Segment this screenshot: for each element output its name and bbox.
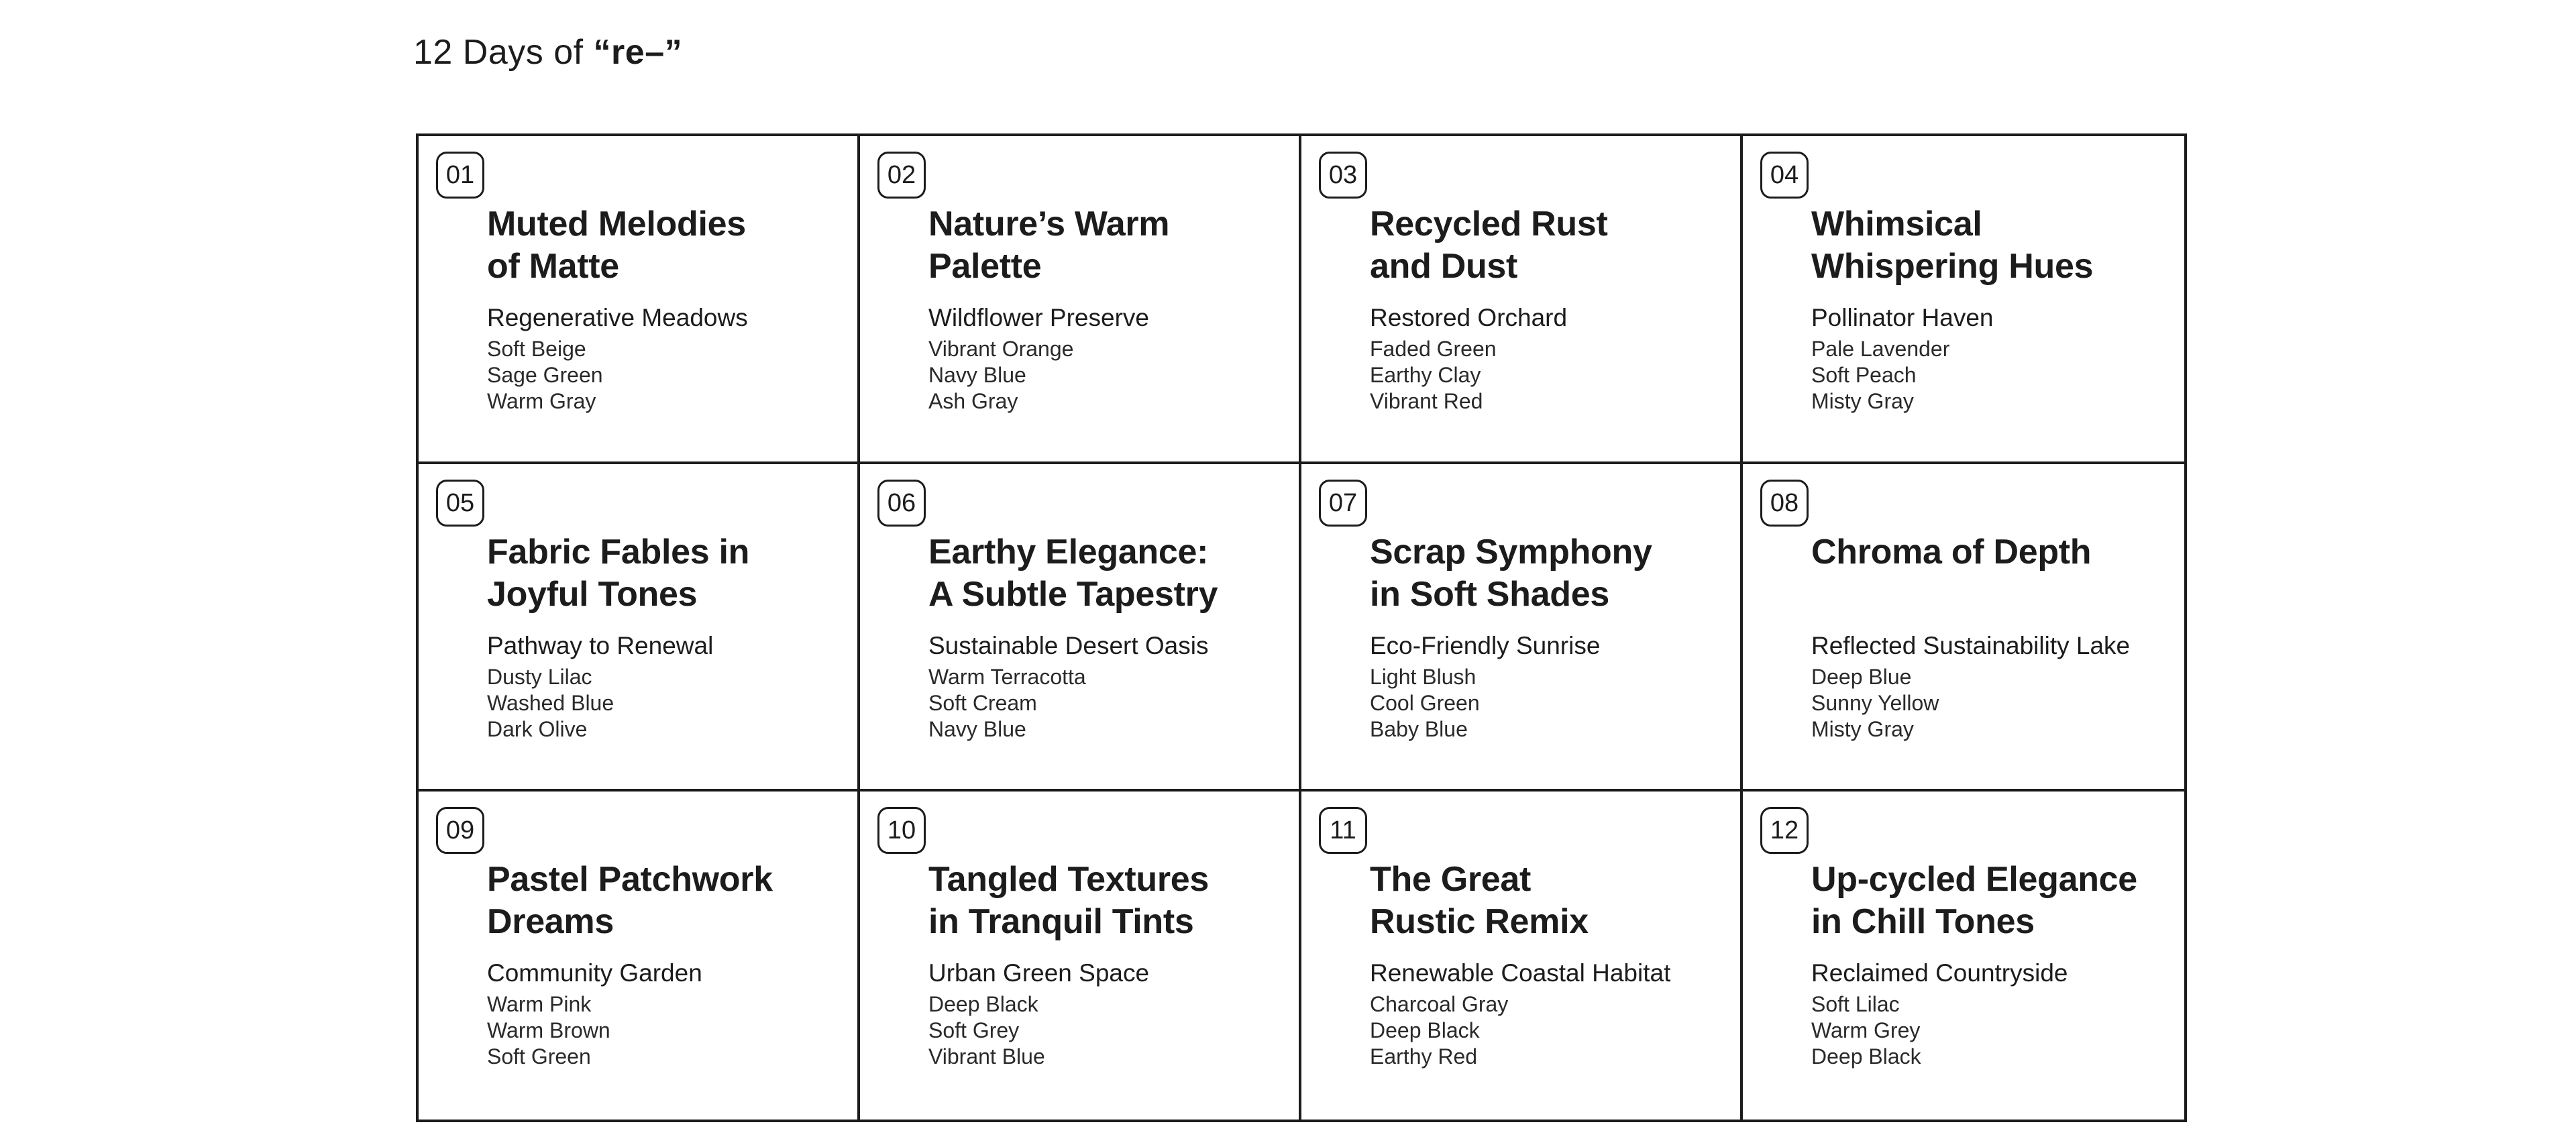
day-title [1811, 203, 2184, 288]
day-title [928, 531, 1301, 616]
page-title-emphasis: “re–” [593, 33, 683, 72]
day-title [487, 859, 860, 943]
day-card [419, 464, 860, 792]
color-list [1811, 664, 1939, 743]
day-title-line: The Great [1370, 860, 1532, 899]
day-title [487, 531, 860, 616]
day-card [1743, 136, 2184, 464]
color-name: Deep Black [1370, 1018, 1480, 1043]
day-card [1743, 792, 2184, 1120]
color-name: Charcoal Gray [1370, 992, 1509, 1017]
color-name: Sage Green [487, 363, 603, 387]
color-name: Cool Green [1370, 690, 1480, 715]
day-card [860, 464, 1301, 792]
day-title-line: Whimsical [1811, 205, 1982, 243]
day-title-line: Scrap Symphony [1370, 532, 1652, 571]
color-name: Navy Blue [928, 716, 1026, 741]
day-card [1743, 464, 2184, 792]
day-title-line: Dreams [487, 902, 614, 942]
day-grid [416, 133, 2187, 1122]
color-name: Dark Olive [487, 716, 588, 741]
day-title-line: and Dust [1370, 247, 1518, 286]
color-name: Soft Grey [928, 1018, 1020, 1043]
day-title-line: of Matte [487, 247, 619, 286]
color-name: Vibrant Blue [928, 1044, 1045, 1069]
day-card [860, 792, 1301, 1120]
day-title-line: Pastel Patchwork [487, 860, 773, 899]
day-title [928, 859, 1301, 943]
day-place: Sustainable Desert Oasis [928, 631, 1209, 659]
color-name: Misty Gray [1811, 389, 1914, 413]
color-list [928, 664, 1086, 743]
color-name: Warm Brown [487, 1018, 610, 1043]
day-title [487, 203, 860, 288]
day-number-badge: 03 [1319, 152, 1367, 199]
day-card [1301, 792, 1743, 1120]
day-card [419, 792, 860, 1120]
day-number-badge: 11 [1319, 807, 1367, 854]
color-name: Light Blush [1370, 664, 1477, 689]
color-list [928, 991, 1045, 1070]
day-title-line: Muted Melodies [487, 205, 746, 243]
color-name: Faded Green [1370, 337, 1497, 361]
day-number-badge: 09 [436, 807, 484, 854]
color-name: Dusty Lilac [487, 664, 592, 689]
day-title-line: Chroma of Depth [1811, 532, 2092, 571]
color-name: Soft Peach [1811, 363, 1917, 387]
color-name: Warm Terracotta [928, 664, 1086, 689]
color-name: Misty Gray [1811, 716, 1914, 741]
day-place: Wildflower Preserve [928, 304, 1149, 331]
color-name: Deep Blue [1811, 664, 1912, 689]
day-number-badge: 01 [436, 152, 484, 199]
day-place: Reflected Sustainability Lake [1811, 631, 2131, 659]
day-number-badge: 06 [877, 480, 926, 527]
day-card [1301, 464, 1743, 792]
color-name: Vibrant Orange [928, 337, 1074, 361]
day-title [1811, 859, 2184, 943]
day-title-line: Up-cycled Elegance [1811, 860, 2137, 899]
day-title-line: Joyful Tones [487, 574, 698, 614]
day-number-badge: 04 [1760, 152, 1809, 199]
color-name: Soft Green [487, 1044, 591, 1069]
color-name: Soft Cream [928, 690, 1037, 715]
color-list [1370, 664, 1480, 743]
day-title-line: Whispering Hues [1811, 247, 2094, 286]
day-title-line: Nature’s Warm [928, 205, 1170, 243]
day-place: Pollinator Haven [1811, 304, 1994, 331]
day-title-line: in Tranquil Tints [928, 902, 1194, 942]
day-place: Reclaimed Countryside [1811, 959, 2068, 987]
color-name: Baby Blue [1370, 716, 1468, 741]
color-name: Earthy Clay [1370, 363, 1481, 387]
color-list [1370, 336, 1497, 415]
day-card [860, 136, 1301, 464]
color-list [1811, 336, 1949, 415]
day-place: Renewable Coastal Habitat [1370, 959, 1671, 987]
color-name: Navy Blue [928, 363, 1026, 387]
day-number-badge: 10 [877, 807, 926, 854]
day-title-line: Fabric Fables in [487, 532, 750, 571]
day-title [1811, 531, 2184, 574]
color-name: Deep Black [928, 992, 1038, 1017]
day-title-line: in Chill Tones [1811, 902, 2035, 942]
day-place: Restored Orchard [1370, 304, 1568, 331]
day-number-badge: 02 [877, 152, 926, 199]
day-card [1301, 136, 1743, 464]
day-title-line: A Subtle Tapestry [928, 574, 1218, 614]
day-number-badge: 05 [436, 480, 484, 527]
day-place: Urban Green Space [928, 959, 1150, 987]
day-number-badge: 12 [1760, 807, 1809, 854]
page-title-prefix: 12 Days of [413, 33, 594, 72]
color-list [487, 336, 603, 415]
color-name: Soft Lilac [1811, 992, 1900, 1017]
color-name: Washed Blue [487, 690, 614, 715]
color-name: Deep Black [1811, 1044, 1921, 1069]
color-list [928, 336, 1073, 415]
day-place: Eco-Friendly Sunrise [1370, 631, 1601, 659]
day-title-line: Recycled Rust [1370, 205, 1608, 243]
day-title-line: Tangled Textures [928, 860, 1210, 899]
day-title [1370, 859, 1743, 943]
color-list [487, 664, 614, 743]
color-name: Earthy Red [1370, 1044, 1478, 1069]
color-name: Ash Gray [928, 389, 1018, 413]
day-title-line: Rustic Remix [1370, 902, 1589, 942]
day-place: Pathway to Renewal [487, 631, 714, 659]
color-name: Sunny Yellow [1811, 690, 1939, 715]
color-name: Warm Gray [487, 389, 596, 413]
color-name: Warm Pink [487, 992, 592, 1017]
day-title [1370, 531, 1743, 616]
color-name: Vibrant Red [1370, 389, 1483, 413]
color-name: Warm Grey [1811, 1018, 1921, 1043]
color-name: Pale Lavender [1811, 337, 1950, 361]
day-place: Community Garden [487, 959, 702, 987]
color-list [1370, 991, 1508, 1070]
day-title [928, 203, 1301, 288]
day-title-line: Palette [928, 247, 1042, 286]
day-title-line: Earthy Elegance: [928, 532, 1209, 571]
day-title [1370, 203, 1743, 288]
day-number-badge: 07 [1319, 480, 1367, 527]
day-number-badge: 08 [1760, 480, 1809, 527]
page-title [413, 27, 682, 78]
day-place: Regenerative Meadows [487, 304, 748, 331]
color-name: Soft Beige [487, 337, 586, 361]
color-list [487, 991, 610, 1070]
color-list [1811, 991, 1921, 1070]
day-title-line: in Soft Shades [1370, 574, 1609, 614]
day-card [419, 136, 860, 464]
